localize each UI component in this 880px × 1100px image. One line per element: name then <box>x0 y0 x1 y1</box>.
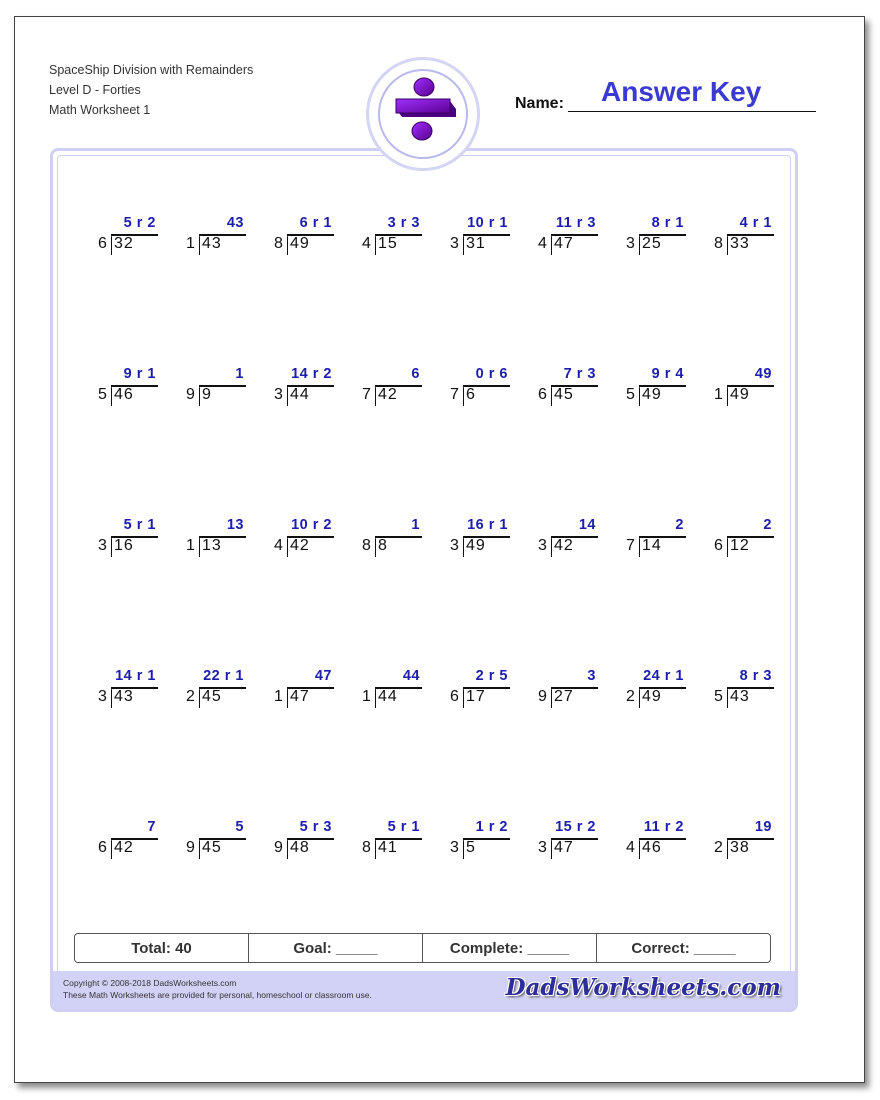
division-bracket <box>639 387 640 406</box>
dividend: 42 <box>290 537 310 554</box>
quotient: 6 <box>411 366 420 382</box>
quotient: 11 r 2 <box>643 819 684 835</box>
quotient: 47 <box>314 668 332 684</box>
dividend: 31 <box>466 235 486 252</box>
dividend: 44 <box>378 688 398 705</box>
division-symbol-icon <box>380 71 466 157</box>
score-table <box>74 933 771 963</box>
division-bracket <box>551 387 552 406</box>
quotient: 1 <box>235 366 244 382</box>
division-problem <box>712 517 782 565</box>
division-problem <box>536 366 606 414</box>
total-cell: Total: 40 <box>75 934 249 962</box>
dividend: 12 <box>730 537 750 554</box>
division-bracket <box>111 387 112 406</box>
division-problem <box>96 215 166 263</box>
quotient: 11 r 3 <box>555 215 596 231</box>
division-problem <box>536 215 606 263</box>
quotient: 43 <box>226 215 244 231</box>
quotient: 5 r 1 <box>387 819 420 835</box>
quotient: 24 r 1 <box>643 668 684 684</box>
division-problem <box>96 517 166 565</box>
divisor: 6 <box>98 235 107 252</box>
quotient: 9 r 4 <box>651 366 684 382</box>
quotient: 1 <box>411 517 420 533</box>
divisor: 6 <box>714 537 723 554</box>
dividend: 41 <box>378 839 398 856</box>
division-bracket <box>639 538 640 557</box>
divisor: 3 <box>626 235 635 252</box>
division-problem <box>184 517 254 565</box>
divisor: 9 <box>186 839 195 856</box>
divisor: 1 <box>714 386 723 403</box>
dividend: 14 <box>642 537 662 554</box>
division-problem <box>448 215 518 263</box>
division-problem <box>536 668 606 716</box>
quotient: 19 <box>754 819 772 835</box>
division-problem <box>536 517 606 565</box>
division-problem <box>184 819 254 867</box>
division-problem <box>624 819 694 867</box>
division-problem <box>624 366 694 414</box>
dividend: 43 <box>730 688 750 705</box>
division-bracket <box>463 689 464 708</box>
division-bracket <box>463 840 464 859</box>
logo-inner-ring <box>378 69 468 159</box>
quotient: 8 r 3 <box>739 668 772 684</box>
dividend: 47 <box>554 839 574 856</box>
division-problem <box>360 819 430 867</box>
division-problem <box>96 819 166 867</box>
division-bracket <box>727 689 728 708</box>
division-problem <box>272 366 342 414</box>
logo-badge <box>366 57 480 171</box>
dividend: 17 <box>466 688 486 705</box>
division-bracket <box>375 236 376 255</box>
dividend: 49 <box>290 235 310 252</box>
division-bracket <box>199 387 200 406</box>
dividend: 49 <box>466 537 486 554</box>
dividend: 43 <box>114 688 134 705</box>
division-bracket <box>111 538 112 557</box>
division-bracket <box>287 387 288 406</box>
divisor: 3 <box>450 537 459 554</box>
division-bracket <box>639 840 640 859</box>
quotient: 3 r 3 <box>387 215 420 231</box>
divisor: 9 <box>538 688 547 705</box>
divisor: 5 <box>626 386 635 403</box>
quotient: 3 <box>587 668 596 684</box>
dividend: 8 <box>378 537 388 554</box>
dividend: 42 <box>114 839 134 856</box>
division-bracket <box>287 840 288 859</box>
dividend: 45 <box>554 386 574 403</box>
divisor: 3 <box>98 537 107 554</box>
dividend: 42 <box>554 537 574 554</box>
division-problem <box>184 366 254 414</box>
quotient: 5 r 2 <box>123 215 156 231</box>
division-problem <box>624 517 694 565</box>
divisor: 5 <box>98 386 107 403</box>
correct-cell: Correct: _____ <box>631 940 736 957</box>
dividend: 46 <box>114 386 134 403</box>
division-bracket <box>727 236 728 255</box>
dividend: 48 <box>290 839 310 856</box>
division-bracket <box>639 236 640 255</box>
quotient: 5 r 1 <box>123 517 156 533</box>
goal-cell: Goal: _____ <box>249 934 423 962</box>
divisor: 8 <box>362 839 371 856</box>
division-problem <box>184 215 254 263</box>
divisor: 5 <box>714 688 723 705</box>
division-bracket <box>111 840 112 859</box>
problems-panel <box>50 148 798 1012</box>
dividend: 15 <box>378 235 398 252</box>
division-problem <box>536 819 606 867</box>
division-problem <box>448 819 518 867</box>
quotient: 15 r 2 <box>555 819 596 835</box>
worksheet-level: Level D - Forties <box>49 83 141 97</box>
division-bracket <box>199 538 200 557</box>
division-problem <box>272 517 342 565</box>
worksheet-number: Math Worksheet 1 <box>49 103 151 117</box>
divisor: 4 <box>626 839 635 856</box>
division-problem <box>96 366 166 414</box>
quotient: 0 r 6 <box>475 366 508 382</box>
dividend: 45 <box>202 688 222 705</box>
dividend: 49 <box>642 386 662 403</box>
division-problem <box>448 517 518 565</box>
division-bracket <box>727 538 728 557</box>
division-bracket <box>375 538 376 557</box>
division-problem <box>712 366 782 414</box>
dividend: 33 <box>730 235 750 252</box>
divisor: 2 <box>186 688 195 705</box>
division-bracket <box>551 689 552 708</box>
divisor: 4 <box>362 235 371 252</box>
division-bracket <box>727 840 728 859</box>
division-bracket <box>111 236 112 255</box>
division-problem <box>712 819 782 867</box>
quotient: 2 <box>763 517 772 533</box>
division-problem <box>448 668 518 716</box>
divisor: 8 <box>274 235 283 252</box>
division-problem <box>360 517 430 565</box>
dividend: 43 <box>202 235 222 252</box>
division-bracket <box>287 236 288 255</box>
division-problem <box>360 366 430 414</box>
division-problem <box>184 668 254 716</box>
quotient: 9 r 1 <box>123 366 156 382</box>
dividend: 16 <box>114 537 134 554</box>
division-problem <box>712 668 782 716</box>
answer-key-text: Answer Key <box>601 76 762 107</box>
divisor: 3 <box>98 688 107 705</box>
quotient: 14 <box>578 517 596 533</box>
divisor: 7 <box>450 386 459 403</box>
divisor: 3 <box>538 537 547 554</box>
name-label: Name: <box>515 95 564 112</box>
divisor: 4 <box>274 537 283 554</box>
divisor: 8 <box>714 235 723 252</box>
divisor: 2 <box>626 688 635 705</box>
divisor: 1 <box>274 688 283 705</box>
quotient: 7 <box>147 819 156 835</box>
division-problem <box>360 215 430 263</box>
division-bracket <box>287 689 288 708</box>
dividend: 25 <box>642 235 662 252</box>
complete-cell: Complete: _____ <box>423 934 597 962</box>
divisor: 1 <box>362 688 371 705</box>
divisor: 6 <box>98 839 107 856</box>
divisor: 8 <box>362 537 371 554</box>
dividend: 47 <box>290 688 310 705</box>
divisor: 4 <box>538 235 547 252</box>
divisor: 9 <box>186 386 195 403</box>
copyright <box>63 977 372 1001</box>
dividend: 32 <box>114 235 134 252</box>
dividend: 5 <box>466 839 476 856</box>
quotient: 13 <box>226 517 244 533</box>
divisor: 6 <box>538 386 547 403</box>
dividend: 27 <box>554 688 574 705</box>
division-bracket <box>375 840 376 859</box>
division-problem <box>624 668 694 716</box>
quotient: 7 r 3 <box>563 366 596 382</box>
quotient: 22 r 1 <box>203 668 244 684</box>
divisor: 1 <box>186 235 195 252</box>
division-bracket <box>199 236 200 255</box>
dividend: 46 <box>642 839 662 856</box>
worksheet-title: SpaceShip Division with Remainders <box>49 63 254 77</box>
worksheet-title-block <box>49 60 253 120</box>
dividend: 9 <box>202 386 212 403</box>
divisor: 7 <box>626 537 635 554</box>
dividend: 6 <box>466 386 476 403</box>
divisor: 2 <box>714 839 723 856</box>
divisor: 6 <box>450 688 459 705</box>
quotient: 10 r 1 <box>467 215 508 231</box>
dividend: 45 <box>202 839 222 856</box>
dividend: 44 <box>290 386 310 403</box>
division-bracket <box>551 840 552 859</box>
dividend: 47 <box>554 235 574 252</box>
division-bracket <box>375 387 376 406</box>
dividend: 42 <box>378 386 398 403</box>
division-problem <box>624 215 694 263</box>
division-problem <box>448 366 518 414</box>
division-bracket <box>199 840 200 859</box>
usage-note: These Math Worksheets are provided for personal, homeschool or classroom use. <box>63 990 372 1000</box>
division-bracket <box>463 236 464 255</box>
division-bracket <box>287 538 288 557</box>
quotient: 1 r 2 <box>475 819 508 835</box>
dividend: 38 <box>730 839 750 856</box>
division-bracket <box>199 689 200 708</box>
quotient: 5 <box>235 819 244 835</box>
quotient: 6 r 1 <box>299 215 332 231</box>
division-bracket <box>463 538 464 557</box>
quotient: 5 r 3 <box>299 819 332 835</box>
division-problem <box>96 668 166 716</box>
quotient: 8 r 1 <box>651 215 684 231</box>
quotient: 2 <box>675 517 684 533</box>
division-problem <box>360 668 430 716</box>
brand-logo: DadsWorksheets.com <box>505 974 781 1001</box>
divisor: 3 <box>274 386 283 403</box>
divisor: 9 <box>274 839 283 856</box>
quotient: 14 r 2 <box>291 366 332 382</box>
division-bracket <box>551 538 552 557</box>
quotient: 16 r 1 <box>467 517 508 533</box>
quotient: 10 r 2 <box>291 517 332 533</box>
dividend: 49 <box>730 386 750 403</box>
copyright-line: Copyright © 2008-2018 DadsWorksheets.com <box>63 978 237 988</box>
dividend: 49 <box>642 688 662 705</box>
divisor: 3 <box>450 235 459 252</box>
quotient: 2 r 5 <box>475 668 508 684</box>
division-problem <box>272 668 342 716</box>
division-problem <box>272 819 342 867</box>
division-bracket <box>727 387 728 406</box>
quotient: 49 <box>754 366 772 382</box>
division-bracket <box>375 689 376 708</box>
footer-band <box>53 971 795 1009</box>
division-bracket <box>111 689 112 708</box>
division-problem <box>712 215 782 263</box>
divisor: 3 <box>450 839 459 856</box>
division-bracket <box>551 236 552 255</box>
division-bracket <box>639 689 640 708</box>
divisor: 1 <box>186 537 195 554</box>
quotient: 44 <box>402 668 420 684</box>
division-bracket <box>463 387 464 406</box>
division-problem <box>272 215 342 263</box>
quotient: 4 r 1 <box>739 215 772 231</box>
name-line <box>568 111 816 112</box>
dividend: 13 <box>202 537 222 554</box>
divisor: 7 <box>362 386 371 403</box>
divisor: 3 <box>538 839 547 856</box>
quotient: 14 r 1 <box>115 668 156 684</box>
